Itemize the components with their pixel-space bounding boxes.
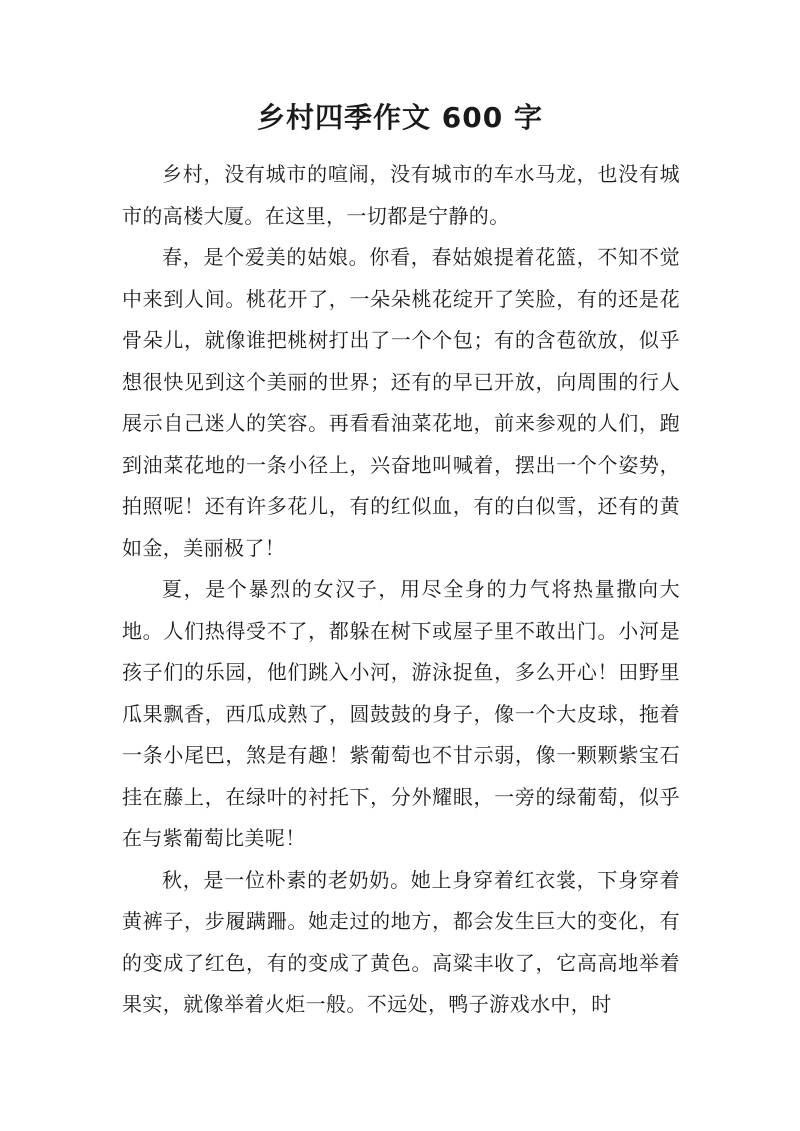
paragraph-autumn: 秋，是一位朴素的老奶奶。她上身穿着红衣裳，下身穿着黄裤子，步履蹒跚。她走过的地方，都会发生巨大的变化，有的变成了红色，有的变成了黄色。高粱丰收了，它高高地举着果实，就像举着火炬一般。不远处，鸭子游戏水中，时 [122,867,680,1016]
paragraph-spring: 春，是个爱美的姑娘。你看，春姑娘提着花篮，不知不觉中来到人间。桃花开了，一朵朵桃花绽开了笑脸，有的还是花骨朵儿，就像谁把桃树打出了一个个包；有的含苞欲放，似乎想很快见到这个美丽的世界；还有的早已开放，向周围的行人展示自己迷人的笑容。再看看油菜花地，前来参观的人们，跑到油菜花地的一条小径上，兴奋地叫喊着，摆出一个个姿势，拍照呢！还有许多花儿，有的红似血，有的白似雪，还有的黄如金，美丽极了！ [122,245,680,560]
paragraph-summer: 夏，是个暴烈的女汉子，用尽全身的力气将热量撒向大地。人们热得受不了，都躲在树下或屋子里不敢出门。小河是孩子们的乐园，他们跳入小河，游泳捉鱼，多么开心！田野里瓜果飘香，西瓜成熟了，圆鼓鼓的身子，像一个大皮球，拖着一条小尾巴，煞是有趣！紫葡萄也不甘示弱，像一颗颗紫宝石挂在藤上，在绿叶的衬托下，分外耀眼，一旁的绿葡萄，似乎在与紫葡萄比美呢！ [122,577,680,850]
document-body [122,154,680,1026]
paragraph-intro: 乡村，没有城市的喧闹，没有城市的车水马龙，也没有城市的高楼大厦。在这里，一切都是宁静的。 [122,162,680,228]
document-title: 乡村四季作文 600 字 [257,101,543,134]
